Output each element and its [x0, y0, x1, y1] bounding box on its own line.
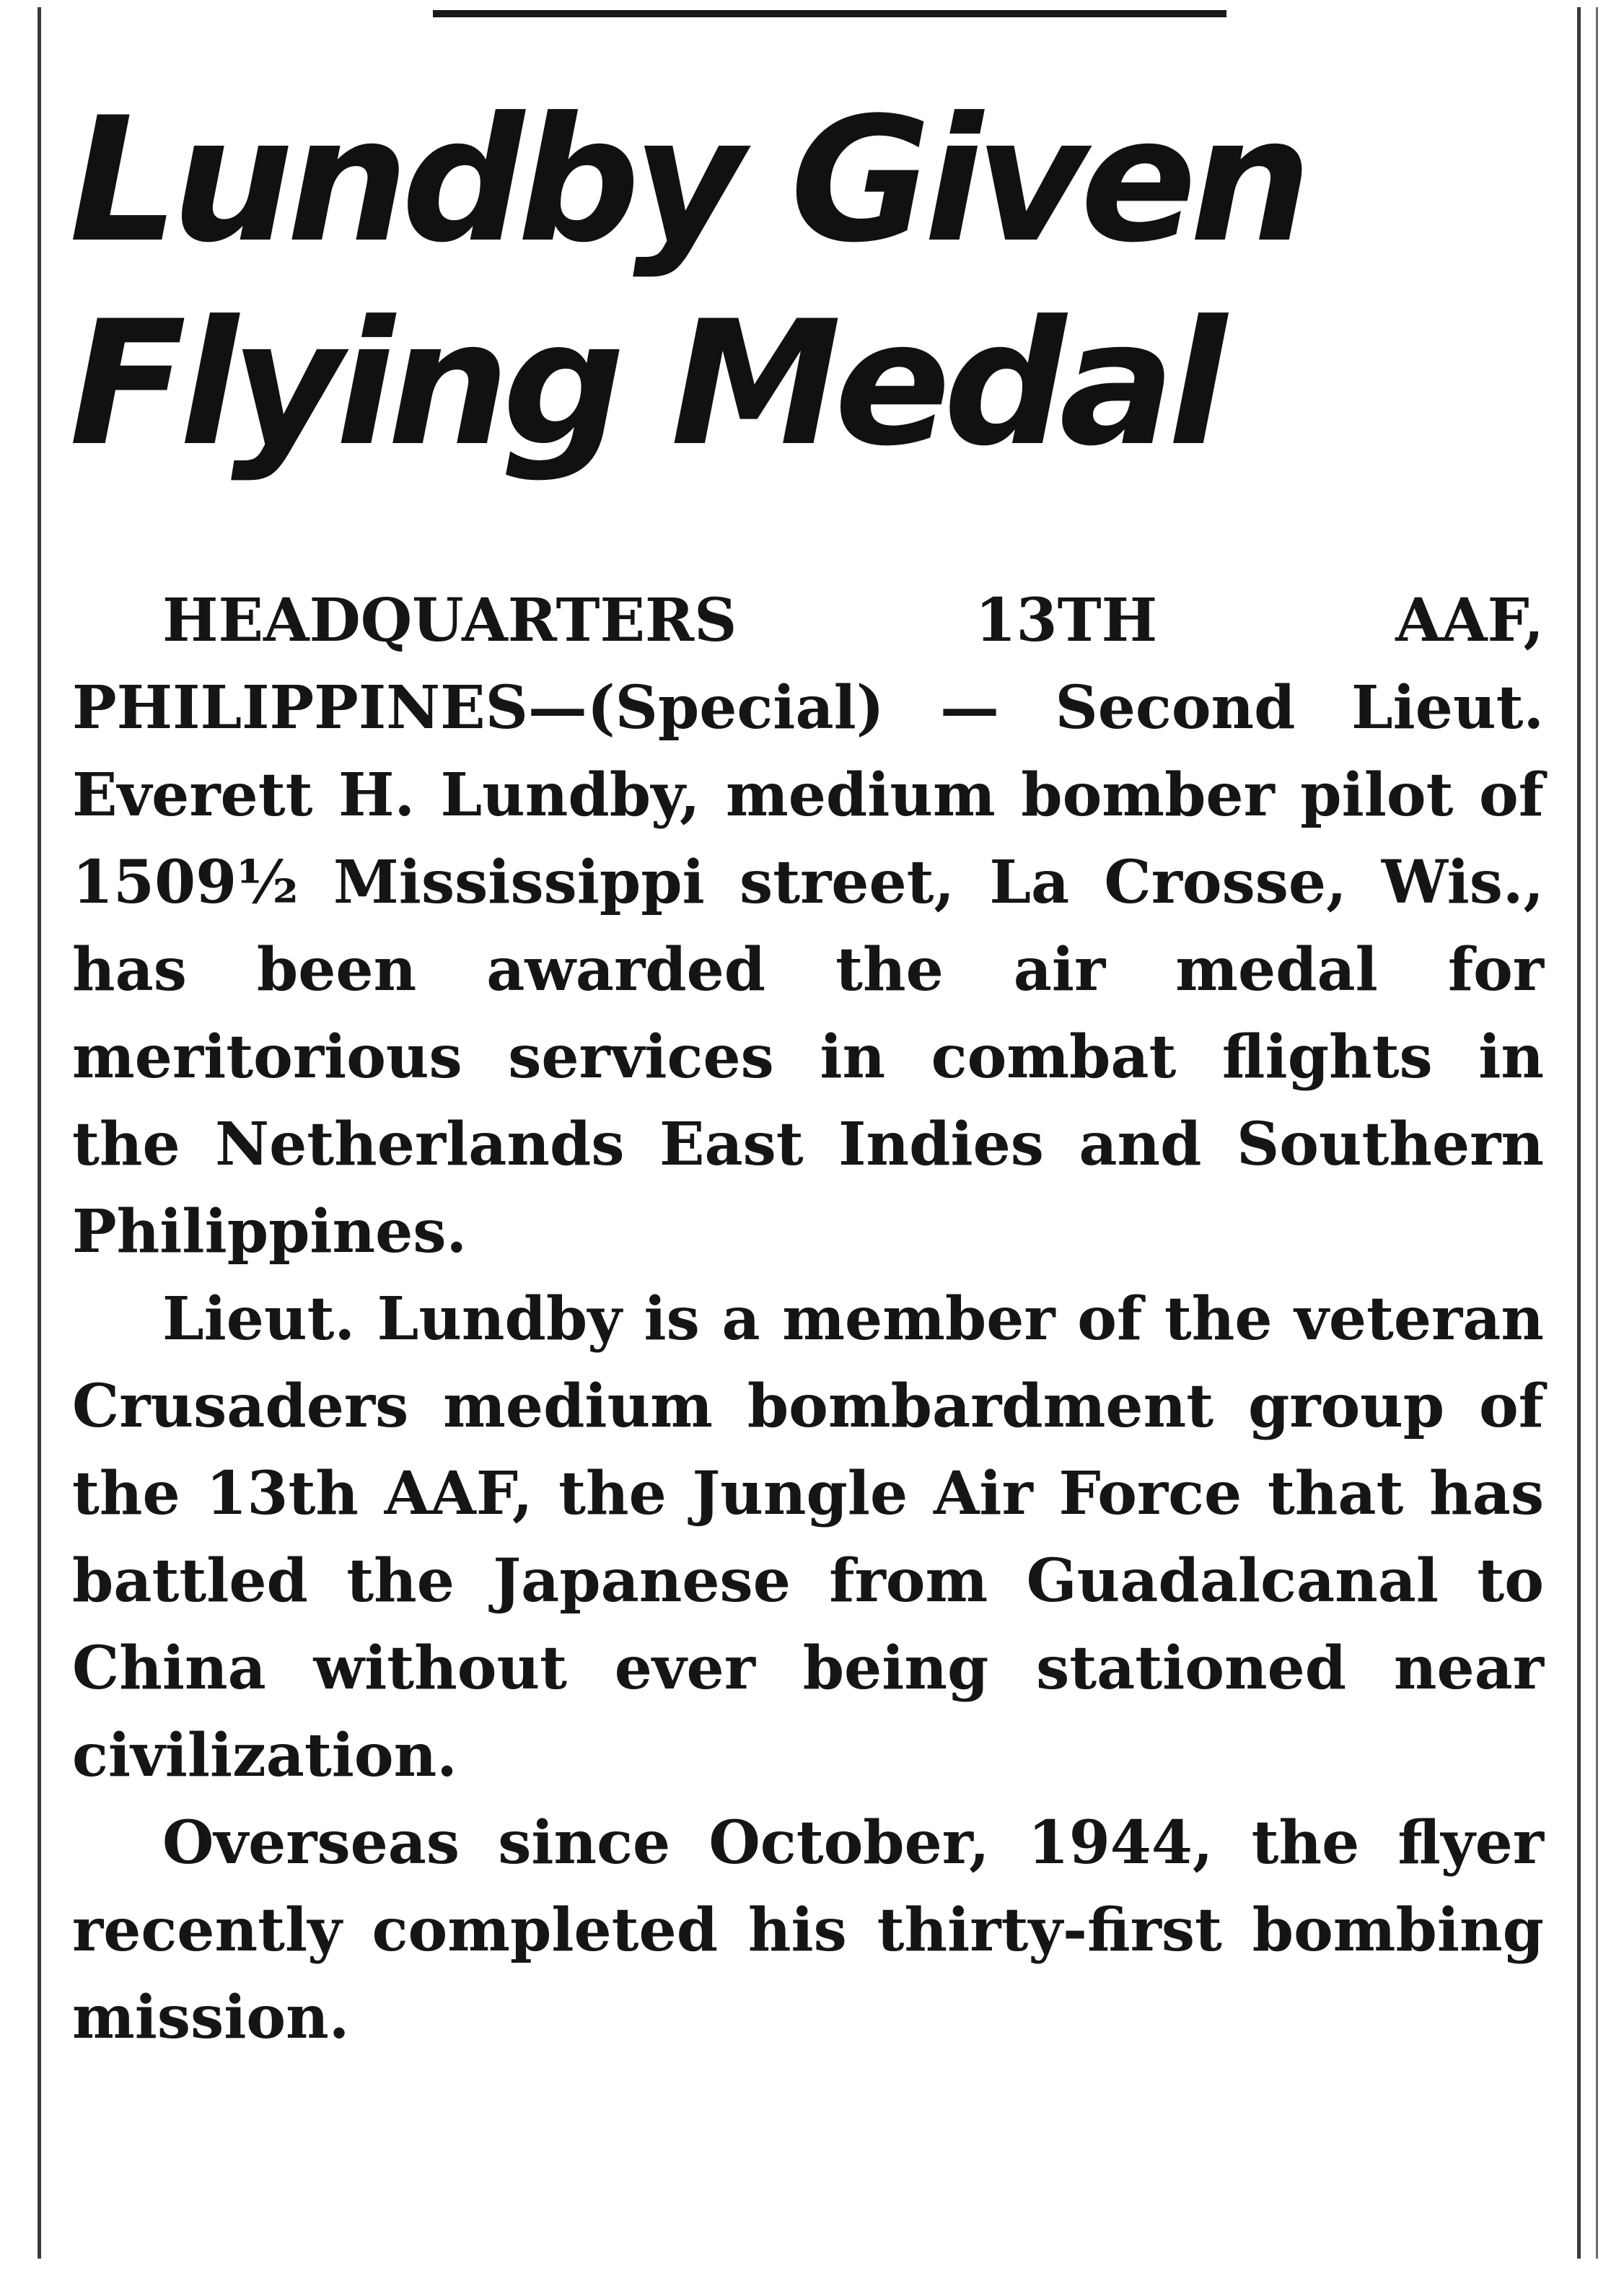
headline-line-1: Lundby Given: [69, 81, 1305, 281]
paragraph-1: HEADQUARTERS 13TH AAF, PHILIPPINES—(Special) — Second Lieut. Everett H. Lundby, medium bomber pilot of 1509½ Mississippi street, La Crosse, Wis., has been awarded the air medal for meritorious services in combat flights in the Netherlands East Indies and Southern Philippines.: [72, 586, 1544, 1266]
paragraph-2: Lieut. Lundby is a member of the veteran Crusaders medium bombardment group of the 13th AAF, the Jungle Air Force that has battled the Japanese from Guadalcanal to China without ever being stationed near civilization.: [72, 1284, 1544, 1790]
column-rule-right-thin: [1596, 7, 1598, 2259]
article-body: [72, 577, 1544, 2062]
column-rule-right: [1577, 7, 1581, 2259]
column-rule-left: [38, 7, 41, 2259]
headline-line-2: Flying Medal: [69, 284, 1220, 484]
top-rule: [433, 10, 1226, 17]
paragraph-3: Overseas since October, 1944, the flyer recently completed his thirty-first bombing mission.: [72, 1808, 1544, 2052]
headline: [69, 79, 1555, 486]
